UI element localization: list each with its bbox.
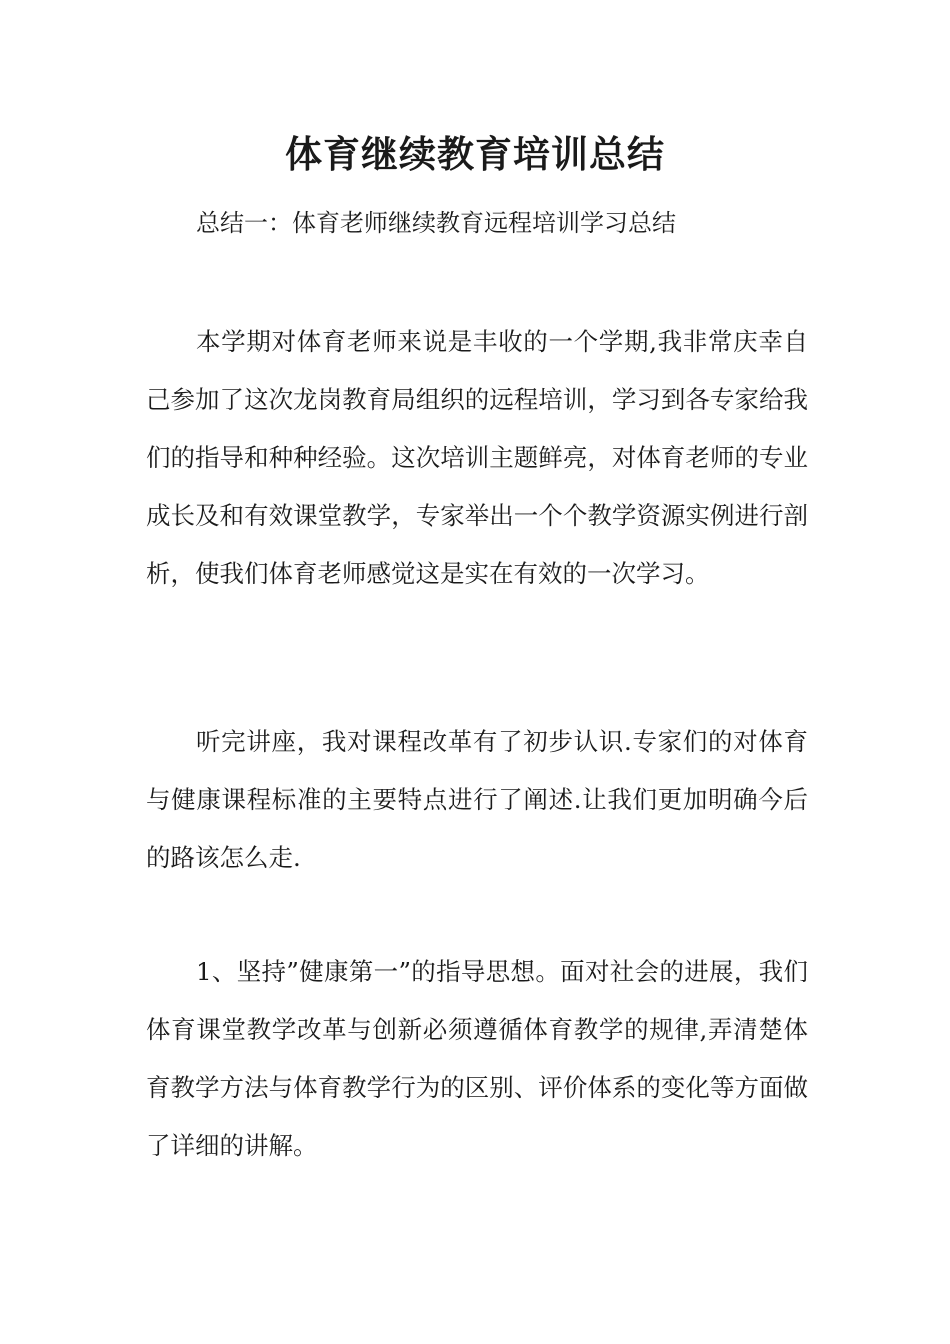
document-title: 体育继续教育培训总结 — [285, 132, 665, 176]
paragraph-lecture: 听完讲座，我对课程改革有了初步认识.专家们的对体育与健康课程标准的主要特点进行了阐述.让我们更加明确今后的路该怎么走. — [146, 727, 808, 872]
document-subtitle: 总结一：体育老师继续教育远程培训学习总结 — [196, 209, 676, 237]
paragraph-intro: 本学期对体育老师来说是丰收的一个学期,我非常庆幸自己参加了这次龙岗教育局组织的远程培训，学习到各专家给我们的指导和种种经验。这次培训主题鲜亮，对体育老师的专业成长及和有效课堂教学，专家举出一个个教学资源实例进行剖析，使我们体育老师感觉这是实在有效的一次学习。 — [146, 327, 808, 588]
paragraph-point-1: 1、坚持”健康第一”的指导思想。面对社会的进展，我们体育课堂教学改革与创新必须遵循体育教学的规律,弄清楚体育教学方法与体育教学行为的区别、评价体系的变化等方面做了详细的讲解。 — [146, 957, 808, 1160]
